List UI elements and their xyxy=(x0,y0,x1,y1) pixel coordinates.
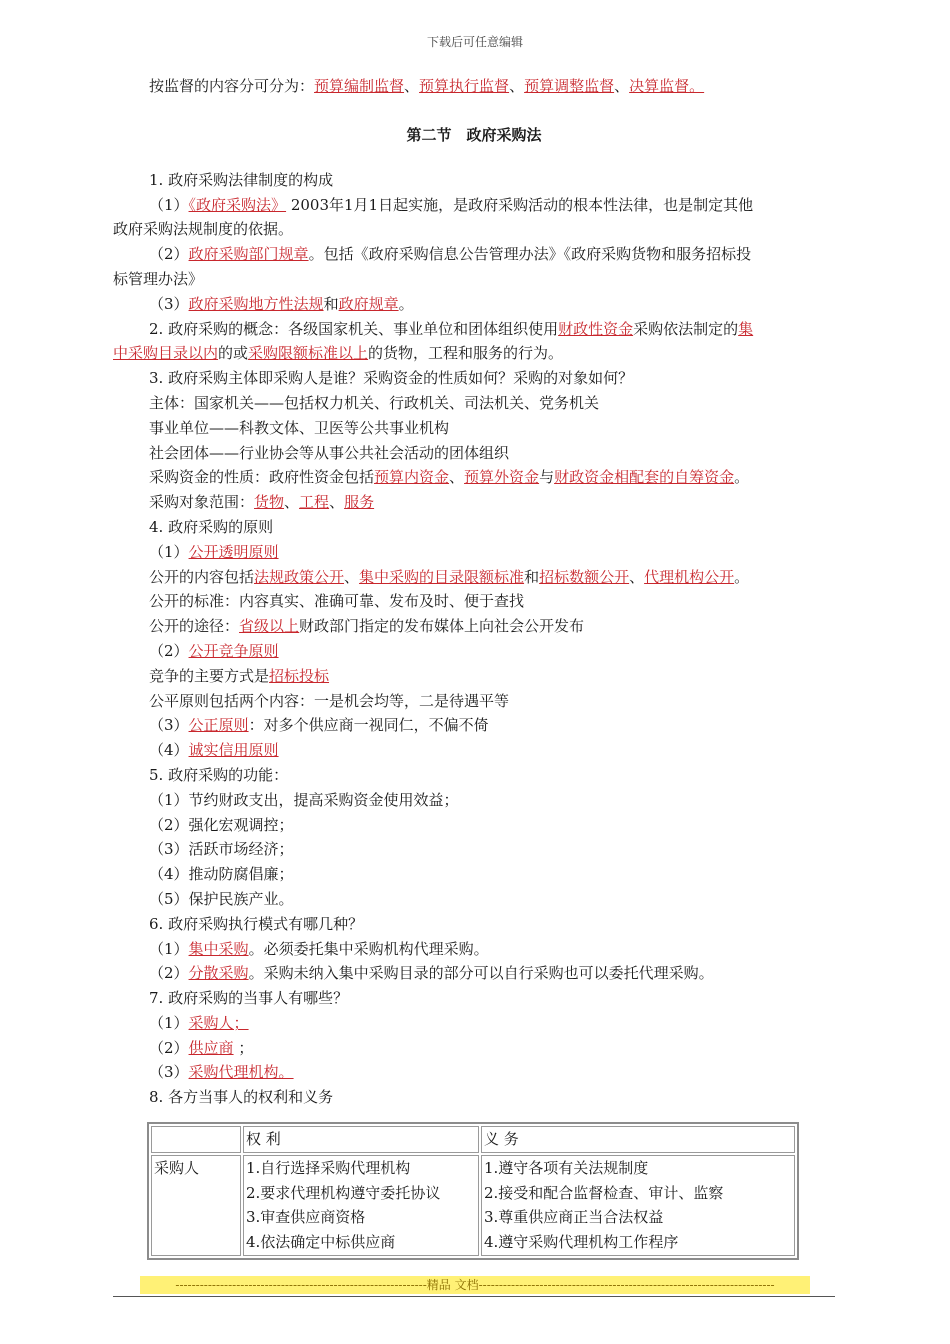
rights-duties-table xyxy=(147,1122,799,1260)
item-6-heading: 6. 政府采购执行模式有哪几种？ xyxy=(149,914,364,933)
num: （3） xyxy=(149,1063,189,1082)
budget-adjust-supervision: 预算调整监督 xyxy=(524,77,615,95)
text: 公开的途径： xyxy=(149,617,240,636)
item-2-cont xyxy=(113,341,835,366)
centralized-procurement: 集中采购 xyxy=(188,939,249,958)
centralized-catalog-a: 集 xyxy=(738,319,754,338)
table-header-cell: 义 务 xyxy=(481,1126,795,1153)
final-accounts-supervision: 决算监督。 xyxy=(629,77,705,95)
text: 财政部门指定的发布媒体上向社会公开发布 xyxy=(299,617,585,636)
text: 、 xyxy=(344,567,360,586)
table-header-row xyxy=(151,1126,795,1153)
in-budget-funds: 预算内资金 xyxy=(374,468,450,487)
intro-line: 按监督的内容分可分为：预算编制监督、预算执行监督、预算调整监督、决算监督。 xyxy=(149,77,705,95)
fiscal-funds: 财政性资金 xyxy=(558,319,634,338)
object-scope-line xyxy=(113,490,835,515)
bidding: 招标投标 xyxy=(269,666,330,685)
function-1: （1）节约财政支出，提高采购资金使用效益； xyxy=(149,790,459,809)
text: 采购资金的性质：政府性资金包括 xyxy=(149,468,375,487)
transparency-principle: 公开透明原则 xyxy=(188,542,279,561)
text: 采购对象范围： xyxy=(149,493,255,512)
num: （2） xyxy=(149,245,189,264)
text: 。 xyxy=(398,294,414,313)
row-label: 采购人 xyxy=(151,1155,241,1256)
item-4-2 xyxy=(113,639,835,664)
centralized-catalog-b: 中采购目录以内 xyxy=(113,344,219,363)
intro-prefix: 按监督的内容分可分为： xyxy=(149,77,315,95)
item-4-3 xyxy=(113,713,835,738)
item-4-1 xyxy=(113,540,835,565)
num: （1） xyxy=(149,939,189,958)
disclosure-standard-line: 公开的标准：内容真实、准确可靠、发布及时、便于查找 xyxy=(149,592,525,611)
num: （4） xyxy=(149,741,189,760)
item-7-2 xyxy=(113,1036,835,1061)
rights-item: 3.审查供应商资格 xyxy=(246,1208,366,1227)
function-3: （3）活跃市场经济； xyxy=(149,840,294,859)
text: 的货物，工程和服务的行为。 xyxy=(368,344,564,363)
competition-method-line xyxy=(113,664,835,689)
goods: 货物 xyxy=(254,493,285,512)
item-1-2-cont: 标管理办法》 xyxy=(113,269,204,288)
services: 服务 xyxy=(344,493,375,512)
disclosure-channel-line xyxy=(113,614,835,639)
decentralized-procurement: 分散采购 xyxy=(188,964,249,983)
budget-exec-supervision: 预算执行监督 xyxy=(419,77,510,95)
duties-item: 1.遵守各项有关法规制度 xyxy=(484,1158,649,1177)
text: 公开的内容包括 xyxy=(149,567,255,586)
text: 、 xyxy=(284,493,300,512)
text: 。 xyxy=(734,567,750,586)
text: 采购依法制定的 xyxy=(633,319,739,338)
item-4-heading: 4. 政府采购的原则 xyxy=(149,517,274,536)
item-7-1 xyxy=(113,1011,835,1036)
rights-item: 4.依法确定中标供应商 xyxy=(246,1233,396,1252)
text: 的或 xyxy=(218,344,249,363)
text: 。必须委托集中采购机构代理采购。 xyxy=(248,939,489,958)
item-2 xyxy=(113,317,835,342)
text: 。采购未纳入集中采购目录的部分可以自行采购也可以委托代理采购。 xyxy=(248,964,714,983)
num: （1） xyxy=(149,542,189,561)
table-header-cell: 权 利 xyxy=(243,1126,479,1153)
policy-disclosure: 法规政策公开 xyxy=(254,567,345,586)
local-regulations: 政府采购地方性法规 xyxy=(188,294,324,313)
works: 工程 xyxy=(299,493,330,512)
limit-standard: 采购限额标准以上 xyxy=(248,344,369,363)
table-header-cell xyxy=(151,1126,241,1153)
fairness-line: 公平原则包括两个内容：一是机会均等，二是待遇平等 xyxy=(149,691,510,710)
text: 。包括《政府采购信息公告管理办法》《政府采购货物和服务招标投 xyxy=(308,245,752,264)
fund-nature-line xyxy=(113,465,835,490)
num: （1） xyxy=(149,195,189,214)
duties-cell xyxy=(481,1155,795,1256)
item-3-heading: 3. 政府采购主体即采购人是谁？采购资金的性质如何？采购的对象如何？ xyxy=(149,369,634,388)
rights-item: 2.要求代理机构遵守委托协议 xyxy=(246,1183,441,1202)
num: （2） xyxy=(149,964,189,983)
num: （3） xyxy=(149,294,189,313)
text: 和 xyxy=(524,567,540,586)
text: 。 xyxy=(734,468,750,487)
item-5-heading: 5. 政府采购的功能： xyxy=(149,765,289,784)
good-faith-principle: 诚实信用原则 xyxy=(188,741,279,760)
rights-item: 1.自行选择采购代理机构 xyxy=(246,1158,411,1177)
text: 与 xyxy=(539,468,555,487)
duties-item: 3.尊重供应商正当合法权益 xyxy=(484,1208,664,1227)
matching-funds: 财政资金相配套的自筹资金 xyxy=(554,468,735,487)
text: ； xyxy=(233,1038,254,1057)
text: ：对多个供应商一视同仁，不偏不倚 xyxy=(248,716,489,735)
item-1-1 xyxy=(113,193,835,218)
table-row xyxy=(151,1155,795,1256)
item-1-1-cont: 政府采购法规制度的依据。 xyxy=(113,220,294,239)
function-2: （2）强化宏观调控； xyxy=(149,815,294,834)
agency-disclosure: 代理机构公开 xyxy=(644,567,735,586)
dept-regulations: 政府采购部门规章 xyxy=(188,245,309,264)
social-group-line: 社会团体——行业协会等从事公共社会活动的团体组织 xyxy=(149,443,510,462)
off-budget-funds: 预算外资金 xyxy=(464,468,540,487)
num: （2） xyxy=(149,1038,189,1057)
gov-rules: 政府规章 xyxy=(338,294,399,313)
item-1-2 xyxy=(113,242,835,267)
function-4: （4）推动防腐倡廉； xyxy=(149,865,294,884)
budget-prep-supervision: 预算编制监督 xyxy=(314,77,405,95)
text: 2003年1月1日起实施，是政府采购活动的根本性法律，也是制定其他 xyxy=(286,195,754,214)
duties-item: 4.遵守采购代理机构工作程序 xyxy=(484,1233,679,1252)
page-footer-banner: --------------------------------------------------------------精品 文档------------------------------------------------------------------------- xyxy=(140,1276,810,1294)
tender-amount-disclosure: 招标数额公开 xyxy=(539,567,630,586)
item-7-3 xyxy=(113,1060,835,1085)
disclosure-content-line xyxy=(113,565,835,590)
section-title: 第二节 政府采购法 xyxy=(406,125,542,144)
item-6-1 xyxy=(113,937,835,962)
num: （3） xyxy=(149,716,189,735)
page-header: 下载后可任意编辑 xyxy=(426,35,523,49)
procurement-agency: 采购代理机构。 xyxy=(188,1063,294,1082)
num: （1） xyxy=(149,1013,189,1032)
subject-line: 主体：国家机关——包括权力机关、行政机关、司法机关、党务机关 xyxy=(149,393,600,412)
justice-principle: 公正原则 xyxy=(188,716,249,735)
item-6-2 xyxy=(113,961,835,986)
catalog-limit-standard: 集中采购的目录限额标准 xyxy=(359,567,525,586)
function-5: （5）保护民族产业。 xyxy=(149,889,294,908)
text: 、 xyxy=(449,468,465,487)
supplier: 供应商 xyxy=(188,1038,234,1057)
document-body xyxy=(113,74,835,1110)
rights-cell xyxy=(243,1155,479,1256)
text: 竞争的主要方式是 xyxy=(149,666,270,685)
text: 、 xyxy=(329,493,345,512)
text: 和 xyxy=(323,294,339,313)
item-1-heading: 1. 政府采购法律制度的构成 xyxy=(149,170,334,189)
duties-item: 2.接受和配合监督检查、审计、监察 xyxy=(484,1183,724,1202)
gov-procurement-law: 《政府采购法》 xyxy=(188,195,287,214)
text: 、 xyxy=(629,567,645,586)
num: （2） xyxy=(149,641,189,660)
public-institution-line: 事业单位——科教文体、卫医等公共事业机构 xyxy=(149,418,450,437)
competition-principle: 公开竞争原则 xyxy=(188,641,279,660)
purchaser: 采购人； xyxy=(188,1013,249,1032)
text: 2. 政府采购的概念：各级国家机关、事业单位和团体组织使用 xyxy=(149,319,559,338)
provincial-level: 省级以上 xyxy=(239,617,300,636)
item-1-3 xyxy=(113,292,835,317)
footer-divider xyxy=(113,1296,835,1297)
item-7-heading: 7. 政府采购的当事人有哪些？ xyxy=(149,989,349,1008)
item-8-heading: 8. 各方当事人的权利和义务 xyxy=(149,1088,334,1107)
item-4-4 xyxy=(113,738,835,763)
